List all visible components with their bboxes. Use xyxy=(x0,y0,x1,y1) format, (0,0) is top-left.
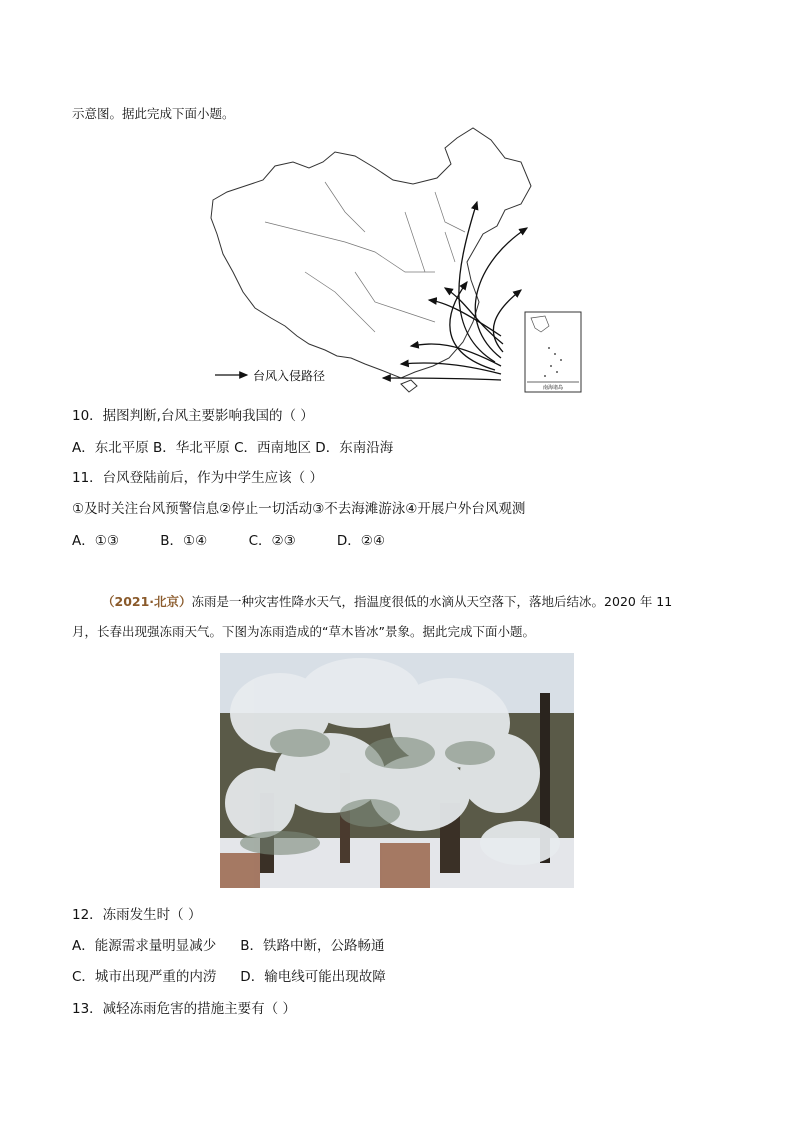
typhoon-map xyxy=(205,122,595,400)
q11-stem: 11．台风登陆前后，作为中学生应该（ ） xyxy=(72,470,323,486)
intro-text: 示意图。据此完成下面小题。 xyxy=(72,106,235,121)
q10-stem: 10．据图判断,台风主要影响我国的（ ） xyxy=(72,408,314,424)
q11-option-c: C．②③ xyxy=(248,533,296,549)
passage-line-2: 月，长春出现强冻雨天气。下图为冻雨造成的“草木皆冰”景象。据此完成下面小题。 xyxy=(72,624,535,639)
q11-option-a: A．①③ xyxy=(72,533,119,549)
province-lines xyxy=(265,182,465,332)
q11-option-b: B．①④ xyxy=(160,533,208,549)
q11-items: ①及时关注台风预警信息②停止一切活动③不去海滩游泳④开展户外台风观测 xyxy=(72,501,526,517)
passage-text-1: 冻雨是一种灾害性降水天气，指温度很低的水滴从天空落下，落地后结冰。2020 年 11 xyxy=(191,594,673,609)
q12-option-a: A．能源需求量明显减少 xyxy=(72,938,217,954)
legend-label: 台风入侵路径 xyxy=(253,369,326,383)
q10-options: A．东北平原 B．华北平原 C．西南地区 D．东南沿海 xyxy=(72,440,394,456)
passage-source: （2021·北京） xyxy=(102,594,192,609)
q12-option-b: B．铁路中断，公路畅通 xyxy=(240,938,385,954)
passage-line-1 xyxy=(102,592,672,610)
q11-options xyxy=(72,529,385,549)
q12-options-row2 xyxy=(72,965,386,985)
freezing-rain-photo xyxy=(220,653,574,888)
q12-option-c: C．城市出现严重的内涝 xyxy=(72,969,217,985)
hainan-island xyxy=(401,380,417,392)
inset-label: 南海诸岛 xyxy=(542,385,564,391)
q11-option-d: D．②④ xyxy=(336,533,385,549)
q13-stem: 13．减轻冻雨危害的措施主要有（ ） xyxy=(72,1001,296,1017)
china-map-figure xyxy=(205,122,595,400)
q12-option-d: D．输电线可能出现故障 xyxy=(240,969,386,985)
china-outline xyxy=(211,128,531,378)
q12-options-row1 xyxy=(72,934,385,954)
q12-stem: 12．冻雨发生时（ ） xyxy=(72,907,202,923)
typhoon-paths xyxy=(383,202,527,380)
